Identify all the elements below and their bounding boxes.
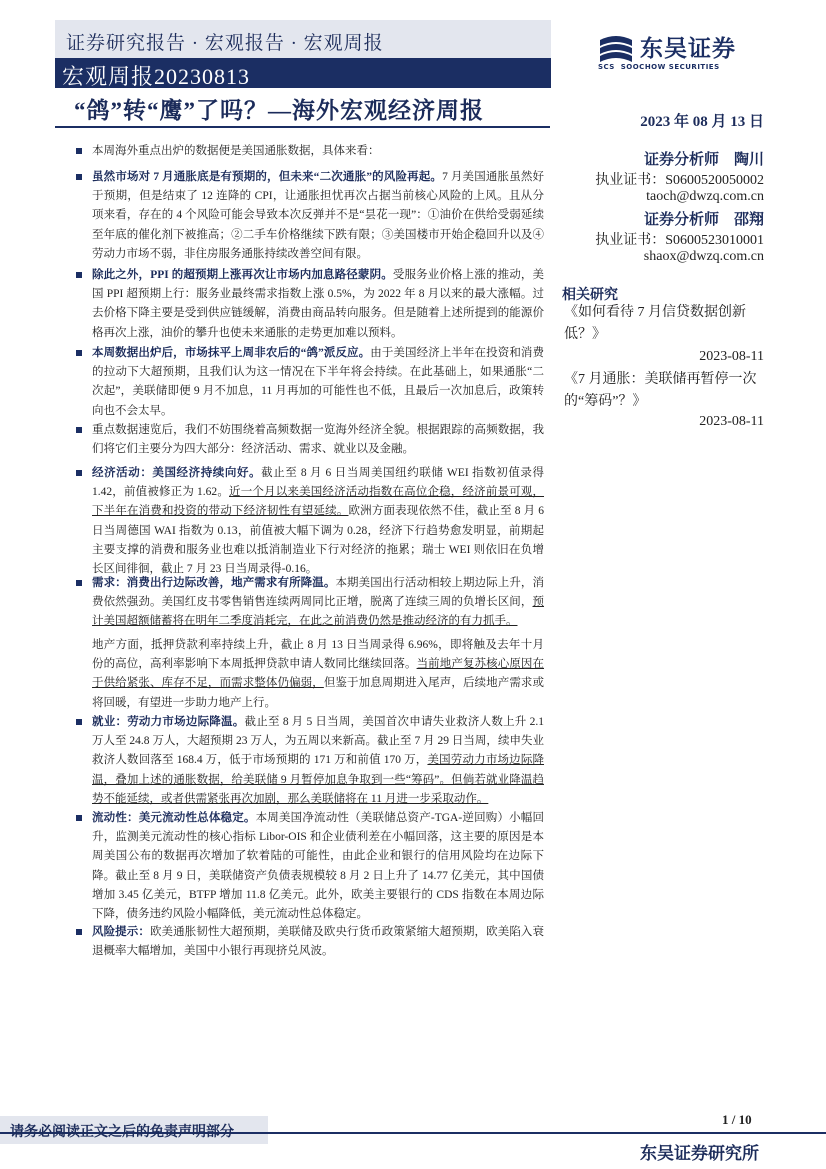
report-category: 证券研究报告 · 宏观报告 · 宏观周报 — [66, 33, 384, 54]
paragraph-text: 本周美国净流动性（美联储总资产-TGA-逆回购）小幅回升，监测美元流动性的核心指标 Libor-OIS 和企业债利差在小幅回落，这主要的原因是本周美国公布的数据再次增加了软着陆的可能性，由此企业和银行的信用风险均在边际下降。截止至 8 月 9 日，美联储资产负债表规模较 8 月 2 日上升了 14.77 亿美元，其中国债增加 3.45 亿美元，BTFP 增加 11.8 亿美元。此外，欧美主要银行的 CDS 指数在本周边际下降，债务违约风险小幅降低，美元流动性总体稳定。 — [92, 812, 544, 921]
analyst-email[interactable]: shaox@dwzq.com.cn — [643, 249, 764, 264]
paragraph-text: 欧洲方面表现依然不佳，截止至 8 月 6 日当周德国 WAI 指数为 0.13，前值被大幅下调为 0.28，经济下行趋势愈发明显，前期起主要支撑的消费和服务业也难以抵消制造业下行对经济的拖累；瑞士 WEI 则依旧在负增长区间徘徊，截止 7 月 23 日当周录得-0.16。 — [92, 505, 545, 576]
paragraph-lead: 需求：消费出行边际改善，地产需求有所降温。 — [92, 577, 336, 589]
paragraph-text: 由于美国经济上半年在投资和消费的拉动下大超预期，且我们认为这一情况在下半年将会持续。在此基础上，如果通胀“二次起”，美联储即便 9 月不加息，11 月再加的可能性也不低，且最后一次加息后，政策转向也不会太早。 — [92, 347, 545, 417]
related-report-link[interactable]: 《7 月通胀：美联储再暂停一次的“筹码”？》 — [564, 372, 757, 409]
report-date: 2023 年 08 月 13 日 — [640, 114, 764, 130]
bullet-icon — [76, 427, 82, 433]
risk-paragraph — [92, 923, 544, 961]
paragraph-lead: 风险提示： — [92, 926, 150, 938]
paragraph-text: 本期美国出行活动相较上期边际上升，消费依然强劲。美国红皮书零售销售连续两周同比正增，脱离了连续三周的负增长区间， — [92, 577, 545, 609]
paragraph-lead: 本周数据出炉后，市场抹平上周非农后的“鸽”派反应。 — [92, 347, 371, 359]
overview-paragraph: 重点数据速览后，我们不妨围绕着高频数据一览海外经济全貌。根据跟踪的高频数据，我们将它们主要分为四大部分：经济活动、需求、就业以及金融。 — [92, 424, 544, 456]
analyst-cert: 执业证书：S0600523010001 — [595, 233, 764, 248]
disclaimer-notice: 请务必阅读正文之后的免责声明部分 — [10, 1125, 234, 1140]
logo-name-cn: 东吴证券 — [640, 36, 736, 61]
bullet-icon — [76, 815, 82, 821]
demand-paragraph — [92, 574, 544, 632]
paragraph-text: 截止至 8 月 6 日当周美国纽约联储 WEI 指数初值录得 1.42，前值被修正为 1.62。 — [92, 467, 544, 499]
related-report-date: 2023-08-11 — [699, 414, 764, 429]
paragraph-highlight: 当前地产复苏核心原因在于供给紧张、库存不足，而需求整体仍偏弱， — [92, 658, 544, 690]
report-series: 宏观周报20230813 — [62, 64, 251, 89]
ppi-paragraph — [92, 266, 544, 343]
soochow-logo-icon — [598, 34, 634, 64]
bullet-icon — [76, 580, 82, 586]
market-reaction-paragraph — [92, 344, 544, 421]
paragraph-text: 7 月美国通胀虽然好于预期，但是结束了 12 连降的 CPI，让通胀担忧再次占据当前核心风险的上风。且从分项来看，存在的 4 个风险可能会导致本次反弹并不是“昙花一现”：①油价在供给受弱延续至年底的催化剂下被推高；②二手车价格继续下跌有限；③美国楼市开始企稳回升以及④劳动力市场不弱，非住房服务通胀持续改善空间有限。 — [92, 171, 545, 260]
paragraph-text: 地产方面，抵押贷款利率持续上升，截止 8 月 13 日当周录得 6.96%，即将触及去年十月份的高位，高利率影响下本周抵押贷款申请人数同比继续回落。 — [92, 639, 544, 671]
paragraph-highlight: 近一个月以来美国经济活动指数在高位企稳，经济前景可观，下半年在消费和投资的带动下经济韧性有望延续。 — [92, 486, 545, 518]
paragraph-text: 截止至 8 月 5 日当周，美国首次申请失业救济人数上升 2.1 万人至 24.8 万人，大超预期 23 万人，为五周以来新高。截止至 7 月 29 日当周，续申失业救济人数回落至 168.4 万，低于市场预期的 171 万和前值 170 万， — [92, 716, 545, 767]
related-report-date: 2023-08-11 — [699, 349, 764, 364]
bullet-icon — [76, 174, 82, 180]
logo-name-en — [598, 63, 720, 71]
analyst-title: 证券分析师 陶川 — [643, 152, 764, 168]
page-number: 1 / 10 — [722, 1112, 752, 1127]
bullet-icon — [76, 272, 82, 278]
liquidity-paragraph — [92, 809, 544, 924]
paragraph-lead: 流动性：美元流动性总体稳定。 — [92, 812, 256, 824]
bullet-icon — [76, 719, 82, 725]
report-title: “鸽”转“鹰”了吗？—海外宏观经济周报 — [74, 98, 484, 123]
logo-abbr: SCS — [598, 63, 615, 71]
paragraph-highlight: 预计美国超额储蓄将在明年二季度消耗完，在此之前消费仍然是推动经济的有力抓手。 — [92, 596, 544, 628]
property-paragraph — [92, 636, 544, 713]
related-report-link[interactable]: 《如何看待 7 月信贷数据创新低？》 — [564, 305, 746, 342]
intro-paragraph: 本周海外重点出炉的数据便是美国通胀数据，具体来看： — [92, 145, 380, 157]
paragraph-text: 欧美通胀韧性大超预期，美联储及欧央行货币政策紧缩大超预期，欧美陷入衰退概率大幅增加，美国中小银行再现挤兑风波。 — [92, 926, 545, 958]
economic-activity-paragraph — [92, 464, 544, 579]
employment-paragraph — [92, 713, 544, 809]
paragraph-highlight: 美国劳动力市场边际降温，叠加上述的通胀数据，给美联储 9 月暂停加息争取到一些“筹码”。但倘若就业降温趋势不能延续，或者供需紧张再次加剧，那么美联储将在 11 月进一步采取动作。 — [92, 754, 545, 805]
analyst-cert: 执业证书：S0600520050002 — [595, 173, 764, 188]
paragraph-lead: 虽然市场对 7 月通胀底是有预期的，但未来“二次通胀”的风险再起。 — [92, 171, 443, 183]
institute-name: 东吴证券研究所 — [640, 1144, 759, 1163]
paragraph-text: 但鉴于加息周期进入尾声，后续地产需求或将回暖，有望进一步助力地产上行。 — [92, 677, 544, 709]
paragraph-lead: 除此之外，PPI 的超预期上涨再次让市场内加息路径蒙阴。 — [92, 269, 393, 281]
analyst-email[interactable]: taoch@dwzq.com.cn — [646, 189, 764, 204]
paragraph-lead: 经济活动：美国经济持续向好。 — [92, 467, 262, 479]
logo-en: SOOCHOW SECURITIES — [620, 63, 720, 71]
paragraph-text: 受服务业价格上涨的推动，美国 PPI 超预期上行：服务业最终需求指数上涨 0.5%，为 2022 年 8 月以来的最大涨幅。过去价格下降主要是受到供应链缓解，消费由商品转向服务。但是随着上述所提到的能源价格再次上涨，油价的攀升也使未来通胀的走势更加难以预料。 — [92, 269, 544, 339]
bullet-icon — [76, 470, 82, 476]
analyst-title: 证券分析师 邵翔 — [643, 212, 764, 228]
bullet-icon — [76, 929, 82, 935]
title-rule — [55, 126, 550, 128]
paragraph-lead: 就业：劳动力市场边际降温。 — [92, 716, 245, 728]
bullet-icon — [76, 148, 82, 154]
related-research-title: 相关研究 — [562, 288, 618, 303]
inflation-paragraph — [92, 168, 544, 264]
bullet-icon — [76, 350, 82, 356]
